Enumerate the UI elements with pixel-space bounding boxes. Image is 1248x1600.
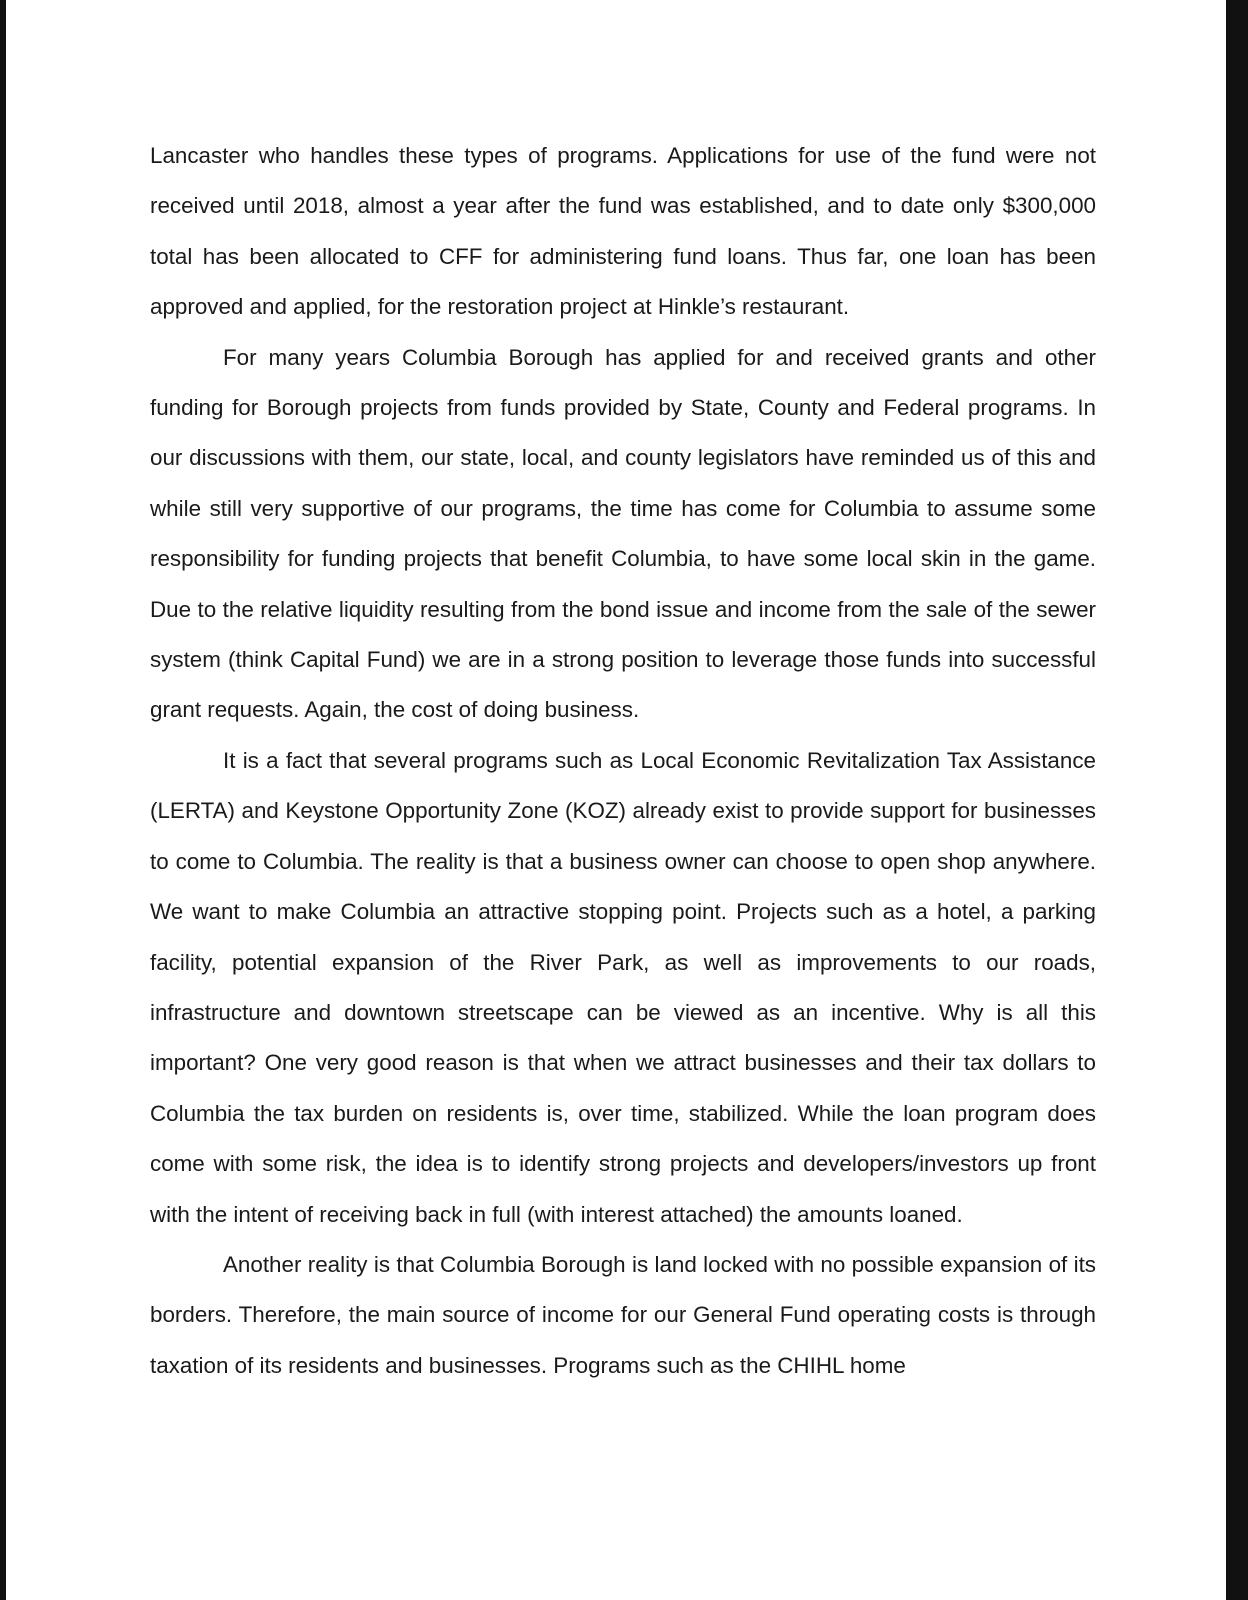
document-body — [150, 131, 1096, 1391]
paragraph-cff-fund: Lancaster who handles these types of programs. Applications for use of the fund were not received until 2018, almost a year after the fund was established, and to date only $300,000 total has been allocated to CFF for administering fund loans. Thus far, one loan has been approved and applied, for the restoration project at Hinkle’s restaurant. — [150, 143, 1096, 320]
scan-border-right — [1226, 0, 1248, 1600]
scan-border-left — [0, 0, 6, 1600]
paragraph-land-locked: Another reality is that Columbia Borough is land locked with no possible expansion of its borders. Therefore, the main source of income for our General Fund operating costs is through taxation of its residents and businesses. Programs such as the CHIHL home — [150, 1251, 1096, 1378]
paragraph-grants-funding: For many years Columbia Borough has applied for and received grants and other funding for Borough projects from funds provided by State, County and Federal programs. In our discussions with them, our state, local, and county legislators have reminded us of this and while still very supportive of our programs, the time has come for Columbia to assume some responsibility for funding projects that benefit Columbia, to have some local skin in the game. Due to the relative liquidity resulting from the bond issue and income from the sale of the sewer system (think Capital Fund) we are in a strong position to leverage those funds into successful grant requests. Again, the cost of doing business. — [150, 344, 1096, 723]
paragraph-business-incentives: It is a fact that several programs such as Local Economic Revitalization Tax Assistance (LERTA) and Keystone Opportunity Zone (KOZ) already exist to provide support for businesses to come to Columbia. The reality is that a business owner can choose to open shop anywhere. We want to make Columbia an attractive stopping point. Projects such as a hotel, a parking facility, potential expansion of the River Park, as well as improvements to our roads, infrastructure and downtown streetscape can be viewed as an incentive. Why is all this important? One very good reason is that when we attract businesses and their tax dollars to Columbia the tax burden on residents is, over time, stabilized. While the loan program does come with some risk, the idea is to identify strong projects and developers/investors up front with the intent of receiving back in full (with interest attached) the amounts loaned. — [150, 747, 1096, 1227]
